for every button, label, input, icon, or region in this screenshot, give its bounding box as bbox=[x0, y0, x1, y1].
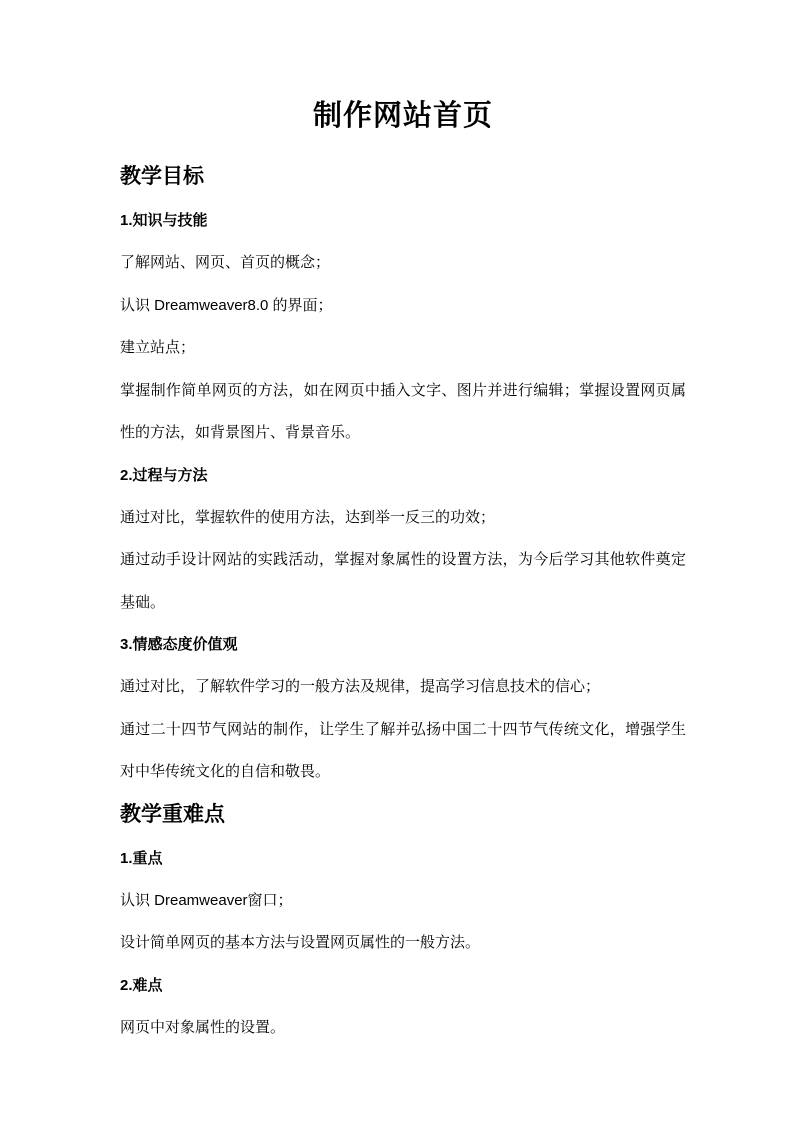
paragraph: 通过对比，掌握软件的使用方法，达到举一反三的功效； bbox=[120, 508, 496, 526]
paragraph: 掌握制作简单网页的方法，如在网页中插入文字、图片并进行编辑；掌握设置网页属性的方法，如背景图片、背景音乐。 bbox=[120, 381, 686, 441]
subheading-key-points: 1.重点 bbox=[120, 849, 163, 867]
subheading-difficult-points: 2.难点 bbox=[120, 976, 163, 994]
paragraph: 通过对比，了解软件学习的一般方法及规律，提高学习信息技术的信心； bbox=[120, 678, 601, 695]
subheading-emotional-attitude-values: 3.情感态度价值观 bbox=[120, 636, 238, 653]
paragraph: 通过动手设计网站的实践活动，掌握对象属性的设置方法，为今后学习其他软件奠定基础。 bbox=[120, 551, 686, 611]
subheading-process-methods: 2.过程与方法 bbox=[120, 466, 208, 484]
document-content bbox=[120, 96, 686, 1049]
paragraph: 了解网站、网页、首页的概念； bbox=[120, 254, 331, 271]
paragraph: 通过二十四节气网站的制作，让学生了解并弘扬中国二十四节气传统文化，增强学生对中华传统文化的自信和敬畏。 bbox=[120, 720, 686, 780]
paragraph: 认识 Dreamweaver8.0 的界面； bbox=[120, 296, 333, 314]
subheading-knowledge-skills: 1.知识与技能 bbox=[120, 212, 208, 229]
section-heading-teaching-objectives: 教学目标 bbox=[120, 165, 204, 188]
paragraph: 网页中对象属性的设置。 bbox=[120, 1018, 286, 1036]
paragraph: 认识 Dreamweaver窗口； bbox=[120, 891, 293, 909]
paragraph: 设计简单网页的基本方法与设置网页属性的一般方法。 bbox=[120, 934, 481, 951]
section-heading-key-difficult-points: 教学重难点 bbox=[120, 802, 225, 826]
page-title: 制作网站首页 bbox=[312, 100, 493, 132]
paragraph: 建立站点； bbox=[120, 339, 196, 356]
